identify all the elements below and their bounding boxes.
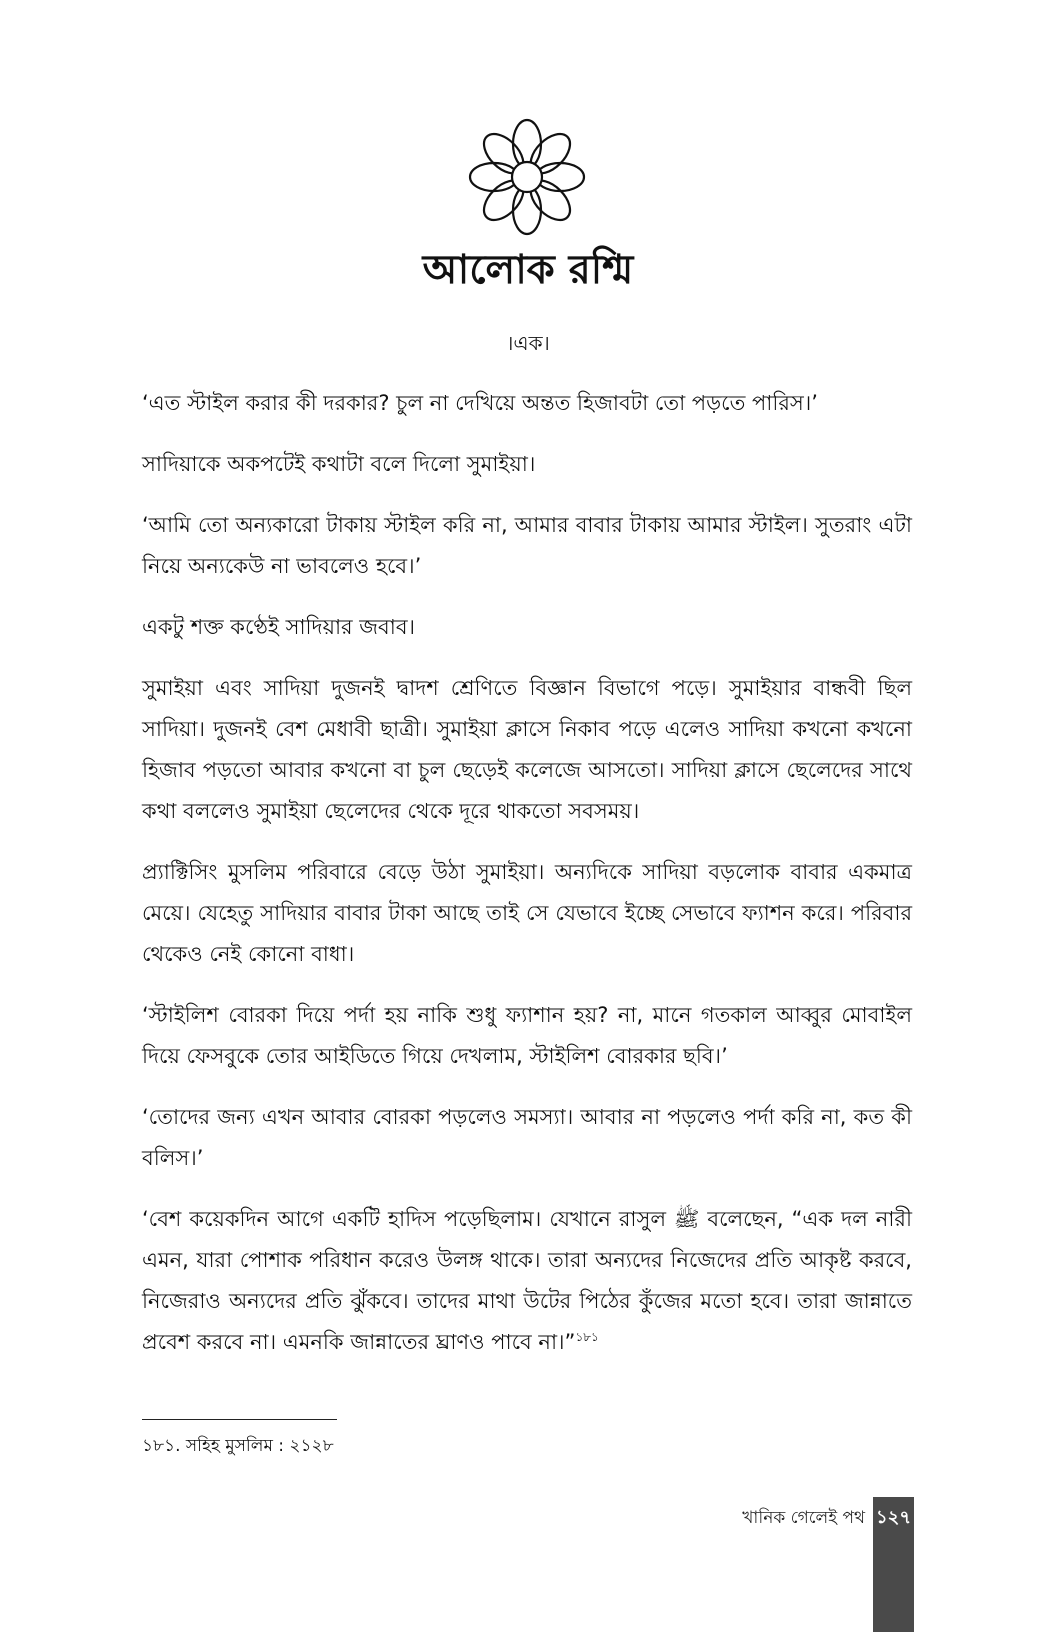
paragraph: ‘এত স্টাইল করার কী দরকার? চুল না দেখিয়ে অন্তত হিজাবটা তো পড়তে পারিস।’ — [142, 391, 818, 415]
footnote-divider — [142, 1419, 337, 1420]
paragraph: ‘তোদের জন্য এখন আবার বোরকা পড়লেও সমস্যা। আবার না পড়লেও পর্দা করি না, কত কী বলিস।’ — [142, 1105, 912, 1170]
paragraph: একটু শক্ত কণ্ঠেই সাদিয়ার জবাব। — [142, 615, 416, 639]
page-number: ১২৭ — [875, 1507, 912, 1528]
chapter-title: আলোক রশ্মি — [422, 247, 634, 293]
body-text — [142, 383, 912, 1383]
footnote: ১৮১. সহিহ মুসলিম : ২১২৮ — [142, 1436, 334, 1456]
flower-icon — [457, 115, 597, 245]
paragraph: সুমাইয়া এবং সাদিয়া দুজনই দ্বাদশ শ্রেণিতে বিজ্ঞান বিভাগে পড়ে। সুমাইয়ার বান্ধবী ছিল সাদিয়া। দুজনই বেশ মেধাবী ছাত্রী। সুমাইয়া ক্লাসে নিকাব পড়ে এলেও সাদিয়া কখনো কখনো হিজাব পড়তো আবার কখনো বা চুল ছেড়েই কলেজে আসতো। সাদিয়া ক্লাসে ছেলেদের সাথে কথা বললেও সুমাইয়া ছেলেদের থেকে দূরে থাকতো সবসময়। — [142, 676, 912, 823]
section-number: ।এক। — [506, 331, 550, 355]
paragraph: প্র্যাক্টিসিং মুসলিম পরিবারে বেড়ে উঠা সুমাইয়া। অন্যদিকে সাদিয়া বড়লোক বাবার একমাত্র মেয়ে। যেহেতু সাদিয়ার বাবার টাকা আছে তাই সে যেভাবে ইচ্ছে সেভাবে ফ্যাশন করে। পরিবার থেকেও নেই কোনো বাধা। — [142, 860, 912, 966]
paragraph: ‘আমি তো অন্যকারো টাকায় স্টাইল করি না, আমার বাবার টাকায় আমার স্টাইল। সুতরাং এটা নিয়ে অন্যকেউ না ভাবলেও হবে।’ — [142, 513, 912, 578]
hadith-paragraph — [142, 1199, 912, 1363]
running-title: খানিক গেলেই পথ — [742, 1508, 865, 1528]
paragraph: সাদিয়াকে অকপটেই কথাটা বলে দিলো সুমাইয়া। — [142, 452, 536, 476]
paragraph: ‘স্টাইলিশ বোরকা দিয়ে পর্দা হয় নাকি শুধু ফ্যাশান হয়? না, মানে গতকাল আব্বুর মোবাইল দিয়ে ফেসবুকে তোর আইডিতে গিয়ে দেখলাম, স্টাইলিশ বোরকার ছবি।’ — [142, 1003, 912, 1068]
footnote-marker[interactable]: ১৮১ — [575, 1330, 599, 1344]
hadith-text: ‘বেশ কয়েকদিন আগে একটি হাদিস পড়েছিলাম। যেখানে রাসুল ﷺ বলেছেন, “এক দল নারী এমন, যারা পোশাক পরিধান করেও উলঙ্গ থাকে। তারা অন্যদের নিজেদের প্রতি আকৃষ্ট করবে, নিজেরাও অন্যদের প্রতি ঝুঁকবে। তাদের মাথা উটের পিঠের কুঁজের মতো হবে। তারা জান্নাতে প্রবেশ করবে না। এমনকি জান্নাতের ঘ্রাণও পাবে না।” — [142, 1207, 912, 1354]
